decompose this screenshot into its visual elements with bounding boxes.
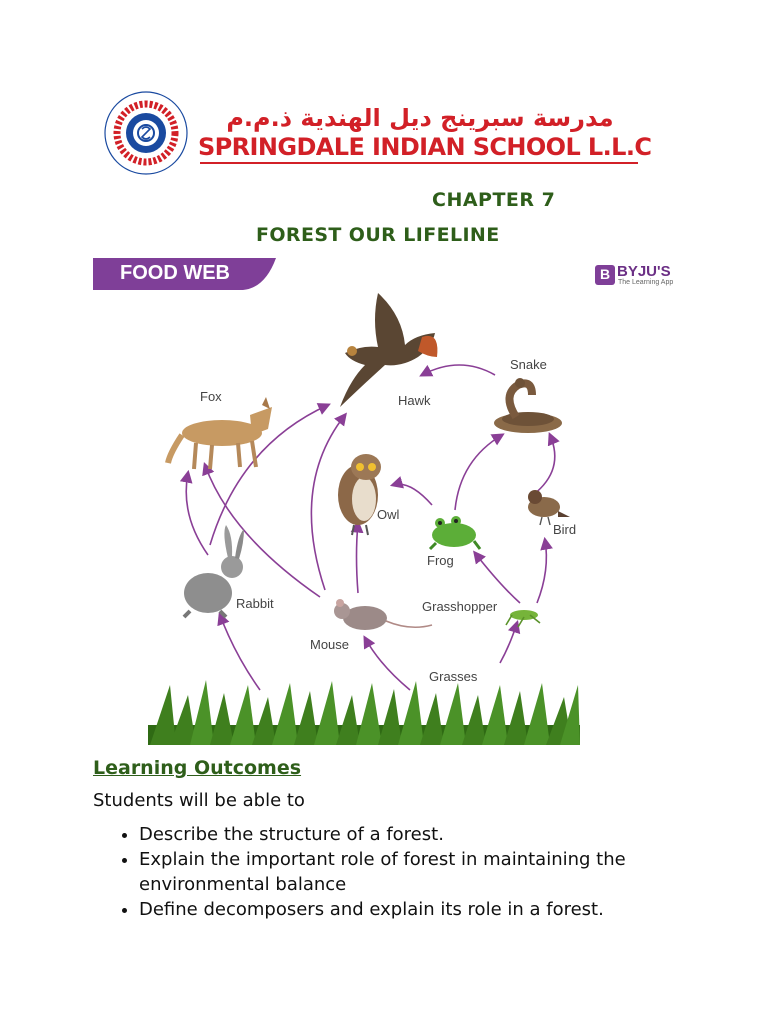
school-logo [96,88,196,178]
bird-icon [528,490,570,525]
chapter-title: FOREST OUR LIFELINE [256,224,500,246]
grasshopper-icon [506,610,540,627]
food-web-arrows [186,365,555,690]
list-item: • Define decomposers and explain its role in a forest. [139,897,739,922]
grasshopper-label: Grasshopper [422,599,498,614]
mouse-label: Mouse [310,637,350,652]
owl-label: Owl [377,507,400,522]
fox-icon [168,397,272,469]
owl-icon [338,454,381,535]
hawk-label: Hawk [398,393,431,408]
learning-outcomes-heading: Learning Outcomes [93,757,302,779]
mouse-icon [334,599,432,630]
grasses-icon [148,680,580,745]
rabbit-icon [184,525,244,617]
list-item: • Explain the important role of forest in maintaining the environmental balance [139,847,739,897]
school-arabic-name: مدرسة سبرينج ديل الهندية ذ.م.م [226,104,614,132]
school-seal-icon [105,92,187,174]
fox-label: Fox [200,389,222,404]
snake-icon [494,378,562,433]
chapter-number: CHAPTER 7 [432,189,556,211]
frog-label: Frog [427,553,454,568]
snake-label: Snake [510,357,547,372]
brand-logo-letter: B [599,266,611,282]
header-divider [200,162,638,164]
brand-tagline: The Learning App [618,279,674,286]
bird-label: Bird [553,522,577,537]
hawk-icon [340,293,437,407]
rabbit-label: Rabbit [236,596,274,611]
list-item: • Describe the structure of a forest. [139,822,739,847]
food-web-diagram [140,285,600,750]
grasses-label: Grasses [429,669,478,684]
figure-title: FOOD WEB [120,262,230,284]
learning-outcomes-list [93,822,739,922]
learning-intro: Students will be able to [93,790,305,811]
school-name: SPRINGDALE INDIAN SCHOOL L.L.C [198,133,652,161]
frog-icon [430,516,480,549]
brand-name: BYJU'S [617,263,671,280]
